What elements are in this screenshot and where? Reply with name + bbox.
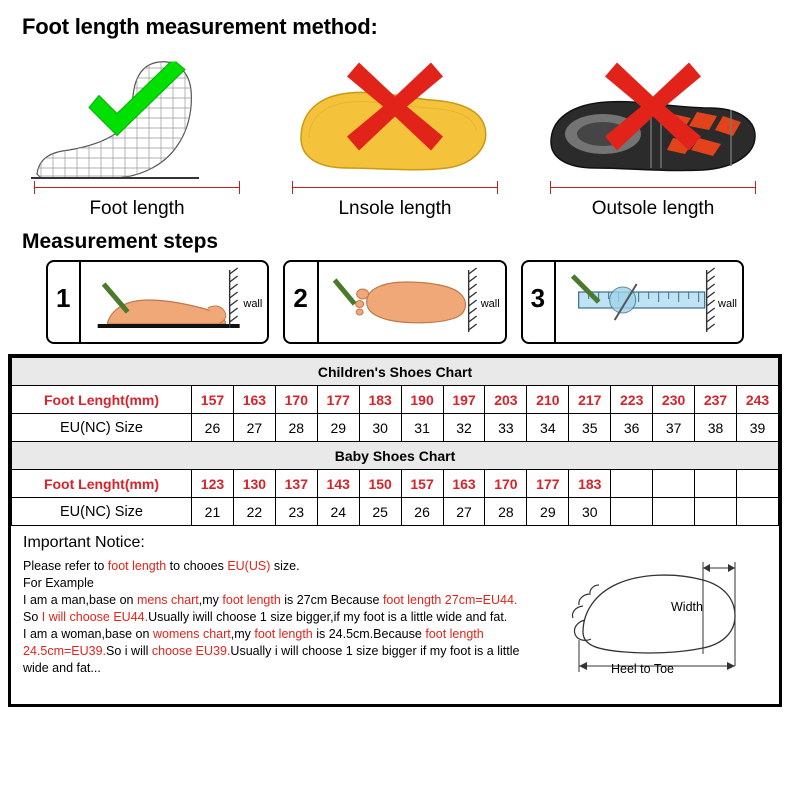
- cell: [611, 470, 653, 498]
- notice-text-highlight: I will choose EU44.: [41, 610, 149, 624]
- notice-title: Important Notice:: [23, 534, 145, 551]
- notice-text: is 24.5cm.Because: [312, 627, 426, 641]
- cell: 223: [611, 386, 653, 414]
- baby-chart-title: Baby Shoes Chart: [12, 442, 779, 470]
- panel-foot-length: [14, 46, 260, 220]
- notice-line-2: For Example: [23, 576, 94, 590]
- cell: 190: [401, 386, 443, 414]
- table-row: [12, 386, 779, 414]
- cell: 177: [317, 386, 359, 414]
- panel-outsole-length: [530, 46, 776, 220]
- outsole-icon: [530, 46, 776, 196]
- diagram-width-label: Width: [671, 600, 703, 614]
- cell: 177: [527, 470, 569, 498]
- notice-text-highlight: 24.5cm=EU39.: [23, 644, 107, 658]
- cell: 28: [275, 414, 317, 442]
- foot-side-grid-icon: [14, 46, 260, 196]
- table-row: [12, 498, 779, 526]
- cell: 163: [443, 470, 485, 498]
- cell: [653, 470, 695, 498]
- notice-text: I am a man,base on: [23, 593, 137, 607]
- cell: 150: [359, 470, 401, 498]
- row-header-eu-size-baby: EU(NC) Size: [12, 498, 192, 526]
- row-header-eu-size-children: EU(NC) Size: [12, 414, 192, 442]
- notice-text: Please refer to: [23, 559, 108, 573]
- notice-text: is 27cm Because: [280, 593, 383, 607]
- cell: 30: [359, 414, 401, 442]
- cell: 210: [527, 386, 569, 414]
- notice-text-highlight: mens chart: [136, 593, 199, 607]
- cell: 170: [275, 386, 317, 414]
- cell: 157: [192, 386, 234, 414]
- measurement-steps-title: Measurement steps: [22, 230, 219, 253]
- notice-line-5: [23, 626, 583, 642]
- size-chart-page: [0, 14, 790, 804]
- table-row: [12, 414, 779, 442]
- diagram-heel-to-toe-label: Heel to Toe: [611, 662, 675, 676]
- notice-text: to chooes: [166, 559, 228, 573]
- notice-text: ,my: [230, 627, 255, 641]
- cell: 34: [527, 414, 569, 442]
- important-notice: [11, 526, 779, 704]
- notice-text-highlight: foot length 27cm=EU44.: [382, 593, 518, 607]
- cell: 243: [736, 386, 778, 414]
- panel-label-outsole-length: Outsole length: [591, 198, 715, 219]
- step-1-number: 1: [56, 262, 81, 342]
- cell: 183: [569, 470, 611, 498]
- notice-text: Usually iwill choose 1 size bigger,if my foot is a little wide and fat.: [148, 610, 508, 624]
- cell: 157: [401, 470, 443, 498]
- cell: 26: [401, 498, 443, 526]
- foot-measure-diagram: [553, 554, 763, 684]
- notice-line-4: [23, 609, 583, 625]
- measure-rule-outsole: [550, 187, 757, 188]
- step-2-number: 2: [293, 262, 318, 342]
- table-row: [12, 470, 779, 498]
- cell: 23: [275, 498, 317, 526]
- cell: 143: [317, 470, 359, 498]
- cell: 137: [275, 470, 317, 498]
- cell: 21: [192, 498, 234, 526]
- cell: 217: [569, 386, 611, 414]
- cell: 27: [233, 414, 275, 442]
- insole-icon: [272, 46, 518, 196]
- notice-text-highlight: foot length: [107, 559, 167, 573]
- cell: 35: [569, 414, 611, 442]
- cell: 237: [695, 386, 737, 414]
- notice-text-highlight: foot length: [222, 593, 281, 607]
- cell: 203: [485, 386, 527, 414]
- panel-insole-length: [272, 46, 518, 220]
- cell: 163: [233, 386, 275, 414]
- cell: 32: [443, 414, 485, 442]
- panel-label-foot-length: Foot length: [89, 198, 185, 219]
- notice-text-highlight: foot length: [425, 627, 484, 641]
- cell: [736, 498, 778, 526]
- cell: 29: [317, 414, 359, 442]
- notice-text-highlight: choose EU39.: [151, 644, 231, 658]
- panel-label-insole-length: Lnsole length: [338, 198, 452, 219]
- cell: 183: [359, 386, 401, 414]
- step-3: [521, 260, 744, 344]
- cell: [695, 498, 737, 526]
- size-chart-table: [11, 357, 779, 526]
- cell: [695, 470, 737, 498]
- childrens-chart-title: Children's Shoes Chart: [12, 358, 779, 386]
- notice-text: ,my: [198, 593, 223, 607]
- method-panels: [14, 46, 776, 220]
- row-header-foot-length-baby: Foot Lenght(mm): [12, 470, 192, 498]
- cell: 36: [611, 414, 653, 442]
- cell: 26: [192, 414, 234, 442]
- cell: 170: [485, 470, 527, 498]
- step-1: [46, 260, 269, 344]
- table-section-header-row: [12, 442, 779, 470]
- cell: [736, 470, 778, 498]
- notice-line-1: [23, 558, 583, 574]
- cell: 30: [569, 498, 611, 526]
- cell: 22: [233, 498, 275, 526]
- measure-rule-foot: [34, 187, 241, 188]
- cell: 37: [653, 414, 695, 442]
- cell: 33: [485, 414, 527, 442]
- step-2-wall-label: wall: [480, 297, 500, 310]
- notice-text-highlight: womens chart: [152, 627, 231, 641]
- notice-text: I am a woman,base on: [23, 627, 153, 641]
- cell: 197: [443, 386, 485, 414]
- size-chart-table-wrap: [8, 354, 782, 707]
- step-1-wall-label: wall: [243, 297, 263, 310]
- notice-text-highlight: foot length: [254, 627, 313, 641]
- cell: 25: [359, 498, 401, 526]
- notice-text: size.: [270, 559, 300, 573]
- notice-line-7: wide and fat...: [23, 661, 101, 675]
- notice-text-highlight: EU(US): [227, 559, 271, 573]
- cell: 230: [653, 386, 695, 414]
- step-3-wall-label: wall: [718, 297, 737, 310]
- step-3-number: 3: [531, 262, 556, 342]
- cell: 29: [527, 498, 569, 526]
- cell: 38: [695, 414, 737, 442]
- notice-text: Usually i will choose 1 size bigger if my foot is a little: [230, 644, 520, 658]
- cell: [653, 498, 695, 526]
- cell: 123: [192, 470, 234, 498]
- cell: 27: [443, 498, 485, 526]
- cell: 39: [736, 414, 778, 442]
- table-section-header-row: [12, 358, 779, 386]
- cell: 24: [317, 498, 359, 526]
- cell: [611, 498, 653, 526]
- page-title: Foot length measurement method:: [22, 14, 378, 39]
- step-2: [283, 260, 506, 344]
- cell: 31: [401, 414, 443, 442]
- cell: 28: [485, 498, 527, 526]
- measure-rule-insole: [292, 187, 499, 188]
- row-header-foot-length-children: Foot Lenght(mm): [12, 386, 192, 414]
- cell: 130: [233, 470, 275, 498]
- notice-text: So: [23, 610, 42, 624]
- measurement-steps: [46, 260, 744, 344]
- notice-line-6: [23, 643, 583, 659]
- notice-text: So i will: [106, 644, 152, 658]
- notice-line-3: [23, 592, 583, 608]
